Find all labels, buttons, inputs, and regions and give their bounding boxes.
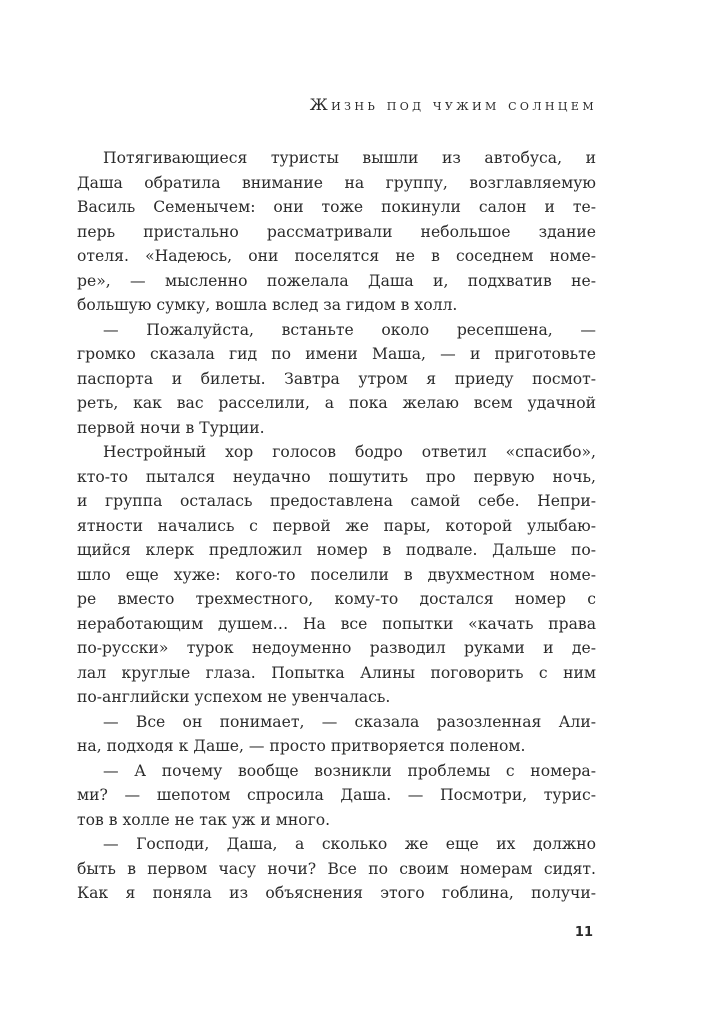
text-line: щийся клерк предложил номер в подвале. Дальше по-: [77, 541, 596, 559]
text-line: — Все он понимает, — сказала разозленная Али-: [103, 712, 596, 731]
text-line: на, подходя к Даше, — просто притворяется поленом.: [77, 737, 526, 755]
text-line: быть в первом часу ночи? Все по своим номерам сидят.: [77, 859, 596, 878]
text-line: Василь Семенычем: они тоже покинули салон и те-: [77, 198, 596, 216]
text-line: реть, как вас расселили, а пока желаю всем удачной: [77, 394, 596, 412]
running-header-title: Жизнь под чужим солнцем: [309, 95, 597, 114]
text-line: — Господи, Даша, а сколько же еще их должно: [103, 835, 596, 853]
text-line: перь пристально рассматривали небольшое здание: [77, 222, 596, 241]
body-text: [77, 146, 596, 906]
text-line: Нестройный хор голосов бодро ответил «спасибо»,: [103, 443, 596, 461]
text-line: паспорта и билеты. Завтра утром я приеду посмот-: [77, 369, 596, 388]
text-line: Даша обратила внимание на группу, возглавляемую: [77, 173, 596, 192]
text-line: и группа осталась предоставлена самой себе. Непри-: [77, 492, 596, 510]
text-line: отеля. «Надеюсь, они поселятся не в соседнем номе-: [77, 247, 596, 265]
text-line: ми? — шепотом спросила Даша. — Посмотри, турис-: [77, 786, 596, 804]
page-number: 11: [574, 925, 593, 940]
text-line: ятности начались с первой же пары, которой улыбаю-: [77, 516, 596, 535]
text-line: по-русски» турок недоуменно разводил руками и де-: [77, 639, 596, 657]
text-line: неработающим душем… На все попытки «качать права: [77, 614, 596, 633]
text-line: лал круглые глаза. Попытка Алины поговорить с ним: [77, 663, 596, 682]
text-line: первой ночи в Турции.: [77, 418, 265, 437]
text-line: тов в холле не так уж и много.: [77, 810, 331, 829]
text-line: — А почему вообще возникли проблемы с номера-: [103, 761, 596, 780]
text-line: Как я поняла из объяснения этого гоблина, получи-: [77, 884, 596, 902]
text-line: ре», — мысленно пожелала Даша и, подхватив не-: [77, 271, 596, 290]
text-line: ре вместо трехместного, кому-то достался номер с: [77, 590, 596, 608]
text-line: шло еще хуже: кого-то поселили в двухместном номе-: [77, 565, 596, 584]
text-line: — Пожалуйста, встаньте около ресепшена, —: [103, 320, 596, 339]
text-line: по-английски успехом не увенчалась.: [77, 688, 391, 706]
text-line: Потягивающиеся туристы вышли из автобуса, и: [103, 149, 596, 167]
text-line: громко сказала гид по имени Маша, — и приготовьте: [77, 345, 596, 363]
text-line: кто-то пытался неудачно пошутить про первую ночь,: [77, 467, 596, 486]
text-line: большую сумку, вошла вслед за гидом в холл.: [77, 296, 458, 314]
